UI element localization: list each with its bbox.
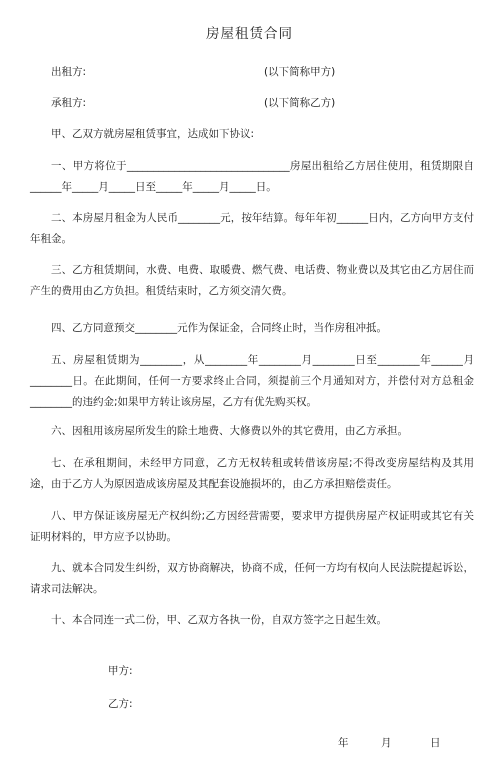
- clause-1: 一、甲方将位于_______________________________房屋出租给乙方居住使用，租赁期限自______年_____月_____日至_____年_____月_____日。: [30, 160, 474, 193]
- intro-paragraph: 甲、乙双方就房屋租赁事宜，达成如下协议:: [51, 128, 255, 140]
- clause-3: 三、乙方租赁期间，水费、电费、取暖费、燃气费、电话费、物业费以及其它由乙方居住而产生的费用由乙方负担。租赁结束时，乙方须交清欠费。: [30, 264, 474, 297]
- lessee-note: (以下简称乙方): [264, 97, 336, 109]
- date-year-label: 年: [338, 737, 349, 749]
- document-title: 房屋租赁合同: [206, 26, 293, 42]
- clause-6: 六、因租用该房屋所发生的除土地费、大修费以外的其它费用，由乙方承担。: [51, 425, 408, 437]
- clause-5: 五、房屋租赁期为________，从________年________月________日至________年______月________日。在此期间，任何一方要求终止合同，须提前三个月通知对方，并偿付对方总租金________的违约金;如果甲方转让该房屋，乙方有优先购买权。: [30, 354, 474, 408]
- lessor-label: 出租方:: [51, 66, 87, 78]
- lessee-label: 承租方:: [51, 97, 87, 109]
- clause-8: 八、甲方保证该房屋无产权纠纷;乙方因经营需要，要求甲方提供房屋产权证明或其它有关证明材料的，甲方应予以协助。: [30, 510, 474, 543]
- party-b-signature-label: 乙方:: [108, 698, 133, 710]
- clause-10: 十、本合同连一式二份，甲、乙双方各执一份，自双方签字之日起生效。: [51, 614, 387, 626]
- lessee-row: [30, 93, 474, 114]
- clause-2: 二、本房屋月租金为人民币________元，按年结算。每年年初______日内，乙方向甲方支付年租金。: [30, 212, 474, 245]
- lessor-note: (以下简称甲方): [264, 66, 336, 78]
- date-month-label: 月: [381, 737, 392, 749]
- date-day-label: 日: [430, 737, 441, 749]
- clause-9: 九、就本合同发生纠纷，双方协商解决，协商不成，任何一方均有权向人民法院提起诉讼，请求司法解决。: [30, 562, 474, 595]
- clause-7: 七、在承租期间，未经甲方同意，乙方无权转租或转借该房屋;不得改变房屋结构及其用途，由于乙方人为原因造成该房屋及其配套设施损坏的，由乙方承担赔偿责任。: [30, 457, 474, 490]
- party-a-signature-label: 甲方:: [108, 665, 133, 677]
- lessor-row: [30, 62, 474, 83]
- clause-4: 四、乙方同意预交________元作为保证金，合同终止时，当作房租冲抵。: [51, 322, 387, 334]
